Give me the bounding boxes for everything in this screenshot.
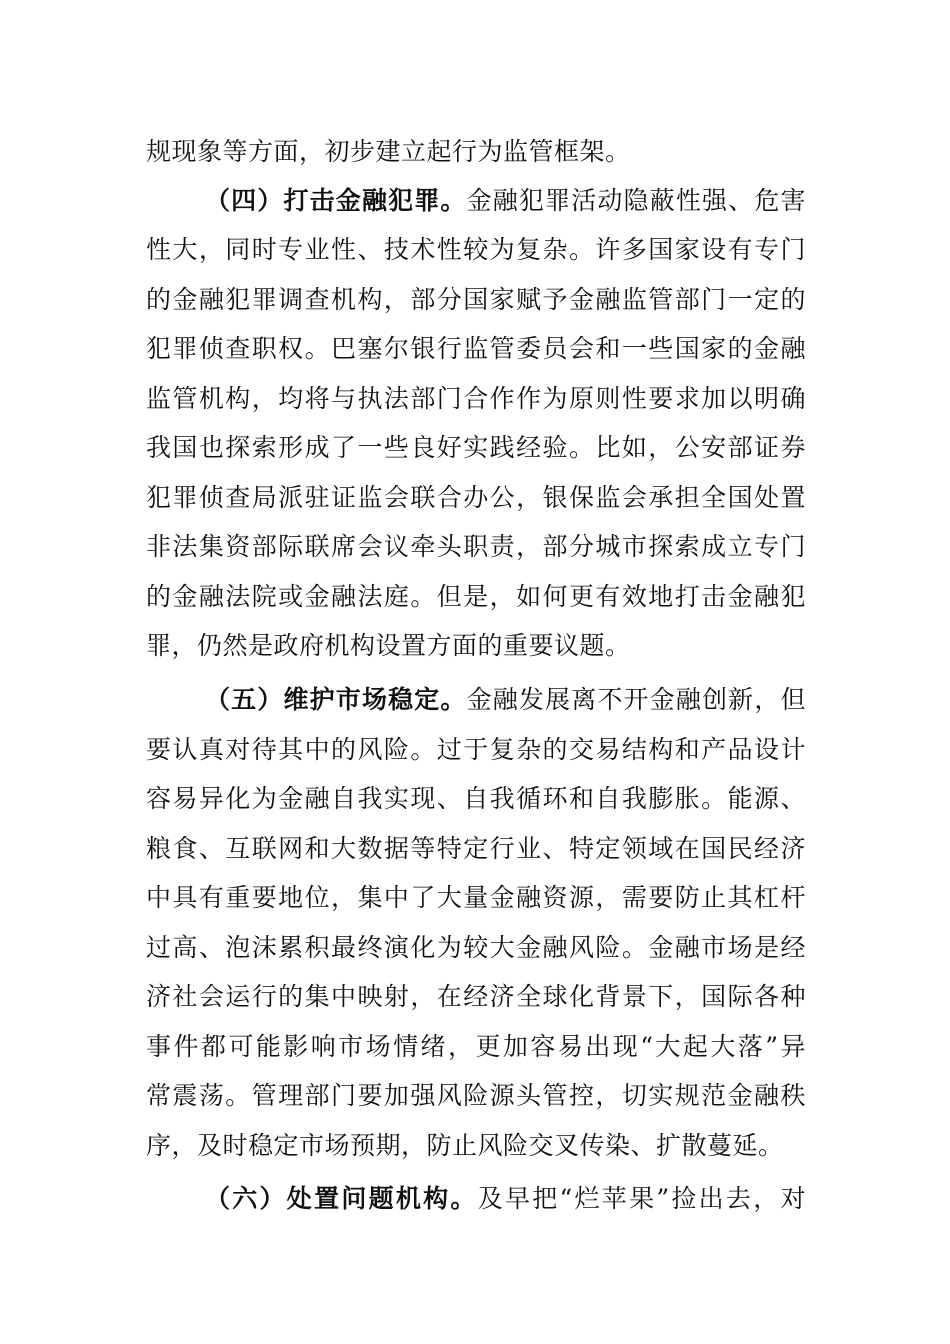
text-line [146,1029,806,1065]
line-text: 的金融犯罪调查机构，部分国家赋予金融监管部门一定的 [146,285,806,314]
section-heading-6: （六）处置问题机构。 [205,1184,478,1213]
text-line [205,682,806,718]
text-line [146,1128,806,1164]
text-line [146,381,806,417]
text-line [146,134,806,170]
line-text: 容易异化为金融自我实现、自我循环和自我膨胀。能源、 [146,784,806,813]
line-text: 犯罪侦查职权。巴塞尔银行监管委员会和一些国家的金融 [146,334,806,363]
line-text: 性大，同时专业性、技术性较为复杂。许多国家设有专门 [146,235,806,264]
text-line [146,979,806,1015]
text-line [146,628,806,664]
line-text: 金融犯罪活动隐蔽性强、危害 [466,186,806,215]
line-text: 序，及时稳定市场预期，防止风险交叉传染、扩散蔓延。 [146,1131,784,1160]
line-text: 监管机构，均将与执法部门合作作为原则性要求加以明确 [146,384,806,413]
text-line [146,831,806,867]
text-line [146,529,806,565]
text-line [205,183,806,219]
section-heading-4: （四）打击金融犯罪。 [205,186,467,215]
line-text: 罪，仍然是政府机构设置方面的重要议题。 [146,631,631,660]
text-line [146,430,806,466]
line-text: 事件都可能影响市场情绪，更加容易出现“大起大落”异 [146,1032,806,1061]
line-text: 规现象等方面，初步建立起行为监管框架。 [146,137,631,166]
text-line [146,331,806,367]
text-line [205,1181,806,1217]
line-text: 粮食、互联网和大数据等特定行业、特定领域在国民经济 [146,834,806,863]
line-text: 过高、泡沫累积最终演化为较大金融风险。金融市场是经 [146,933,806,962]
section-heading-5: （五）维护市场稳定。 [205,685,467,714]
text-line [146,732,806,768]
text-line [146,1078,806,1114]
line-text: 犯罪侦查局派驻证监会联合办公，银保监会承担全国处置 [146,483,806,512]
line-text: 及早把“烂苹果”捡出去，对 [477,1184,806,1213]
line-text: 要认真对待其中的风险。过于复杂的交易结构和产品设计 [146,735,806,764]
line-text: 金融发展离不开金融创新，但 [466,685,806,714]
text-line [146,880,806,916]
text-line [146,579,806,615]
text-line [146,282,806,318]
line-text: 济社会运行的集中映射，在经济全球化背景下，国际各种 [146,982,806,1011]
line-text: 的金融法院或金融法庭。但是，如何更有效地打击金融犯 [146,582,806,611]
text-line [146,781,806,817]
line-text: 中具有重要地位，集中了大量金融资源，需要防止其杠杆 [146,883,806,912]
text-line [146,480,806,516]
line-text: 我国也探索形成了一些良好实践经验。比如，公安部证券 [146,433,806,462]
line-text: 常震荡。管理部门要加强风险源头管控，切实规范金融秩 [146,1081,806,1110]
text-line [146,232,806,268]
line-text: 非法集资部际联席会议牵头职责，部分城市探索成立专门 [146,532,806,561]
text-line [146,930,806,966]
